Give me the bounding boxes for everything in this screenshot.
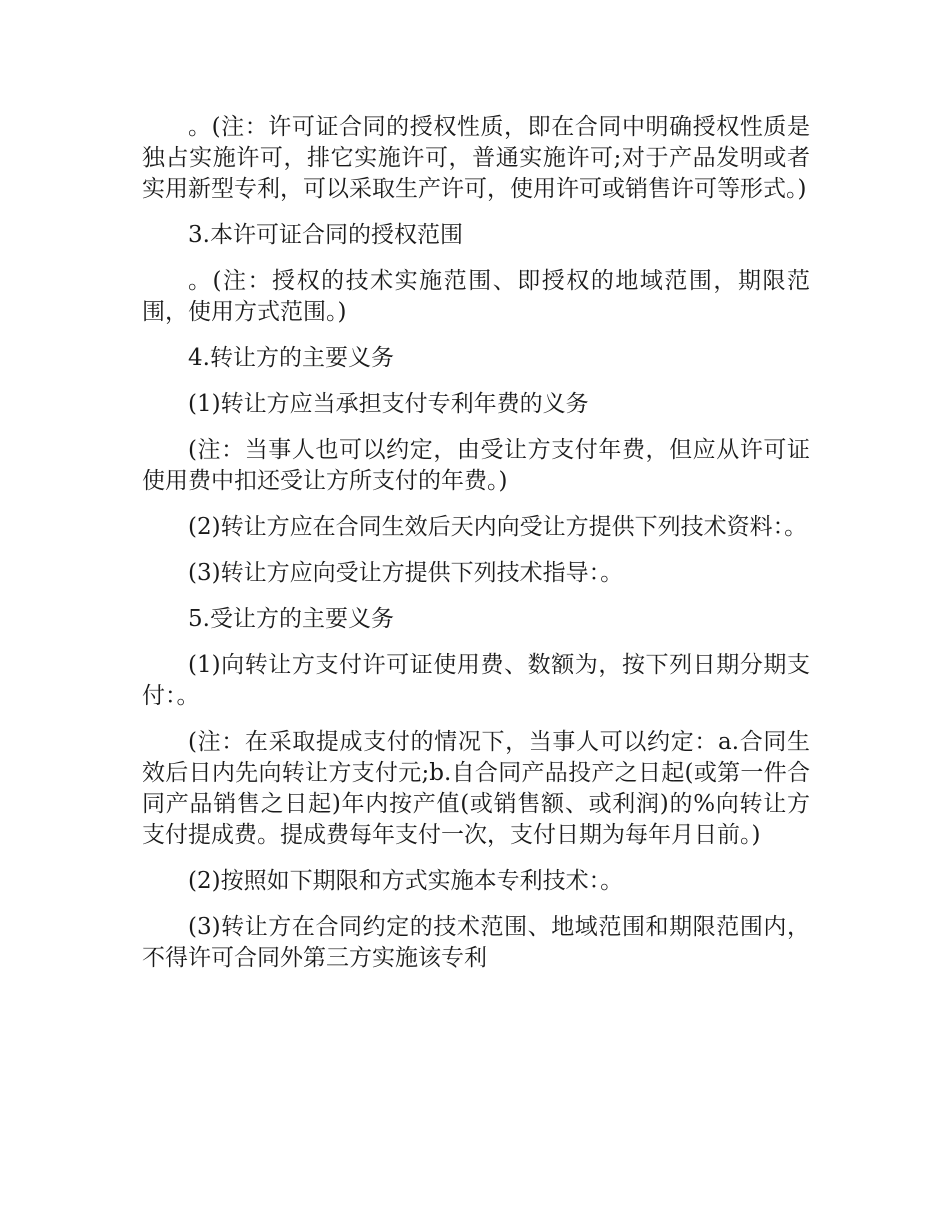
clause-4-3: (3)转让方应向受让方提供下列技术指导：。	[188, 560, 624, 586]
clause-4-heading: 4.转让方的主要义务	[188, 345, 394, 371]
clause-5-2: (2)按照如下期限和方式实施本专利技术：。	[188, 868, 624, 894]
note-authorization-scope: 。(注：授权的技术实施范围、即授权的地域范围，期限范围，使用方式范围。)	[142, 268, 810, 325]
note-authorization-nature: 。(注：许可证合同的授权性质，即在合同中明确授权性质是独占实施许可，排它实施许可，普通实施许可;对于产品发明或者实用新型专利，可以采取生产许可，使用许可或销售许可等形式。)	[142, 114, 810, 202]
clause-5-1: (1)向转让方支付许可证使用费、数额为，按下列日期分期支付：。	[142, 652, 810, 709]
clause-3-heading: 3.本许可证合同的授权范围	[188, 222, 463, 248]
document-page	[142, 112, 810, 989]
clause-5-3: (3)转让方在合同约定的技术范围、地域范围和期限范围内，不得许可合同外第三方实施该专利	[142, 914, 810, 971]
note-royalty-payment: (注：在采取提成支付的情况下，当事人可以约定：a.合同生效后日内先向转让方支付元;b.自合同产品投产之日起(或第一件合同产品销售之日起)年内按产值(或销售额、或利润)的%向转让方支付提成费。提成费每年支付一次，支付日期为每年月日前。)	[142, 729, 810, 848]
clause-5-heading: 5.受让方的主要义务	[188, 606, 394, 632]
clause-4-1: (1)转让方应当承担支付专利年费的义务	[188, 391, 589, 417]
note-annual-fee: (注：当事人也可以约定，由受让方支付年费，但应从许可证使用费中扣还受让方所支付的年费。)	[142, 437, 810, 494]
clause-4-2: (2)转让方应在合同生效后天内向受让方提供下列技术资料：。	[188, 514, 808, 540]
